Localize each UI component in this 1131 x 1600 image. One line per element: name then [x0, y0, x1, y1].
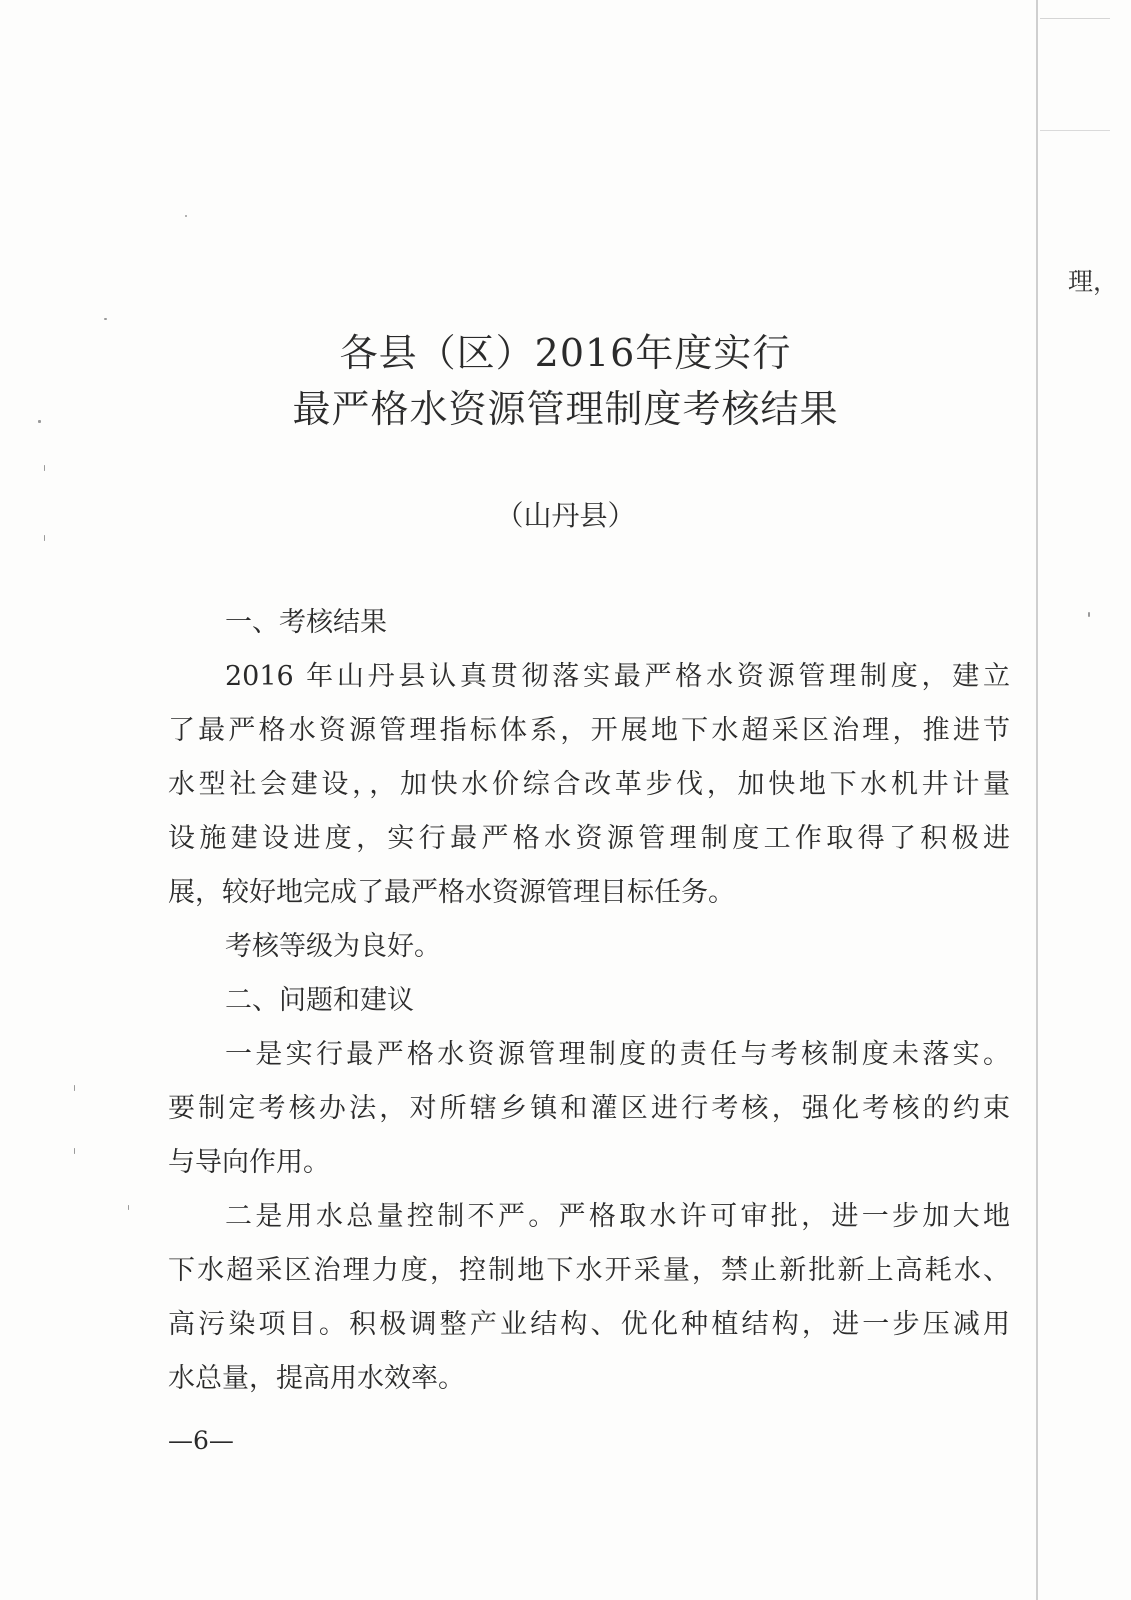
scan-speck	[44, 465, 45, 471]
scan-speck	[74, 1148, 75, 1154]
scan-speck	[185, 215, 187, 217]
paragraph-line: 设施建设进度，实行最严格水资源管理制度工作取得了积极进	[168, 823, 1010, 854]
county-subtitle: （山丹县）	[495, 499, 636, 532]
document-title-line-2: 最严格水资源管理制度考核结果	[292, 387, 839, 431]
paragraph-line: 高污染项目。积极调整产业结构、优化种植结构，进一步压减用	[168, 1309, 1010, 1340]
page-edge-mark-middle	[1040, 130, 1110, 131]
paragraph-line: 展，较好地完成了最严格水资源管理目标任务。	[168, 877, 735, 908]
paragraph-line: 下水超采区治理力度，控制地下水开采量，禁止新批新上高耗水、	[168, 1255, 1010, 1286]
page-edge-line	[1036, 0, 1038, 1600]
page-edge-mark-top	[1040, 18, 1110, 19]
document-title-line-1: 各县（区）2016年度实行	[339, 331, 792, 375]
paragraph-line: 了最严格水资源管理指标体系，开展地下水超采区治理，推进节	[168, 715, 1010, 746]
paragraph-line: 水总量，提高用水效率。	[168, 1363, 465, 1394]
scan-speck	[1088, 612, 1090, 617]
grade-statement: 考核等级为良好。	[225, 931, 441, 962]
scan-speck	[128, 1205, 129, 1210]
paragraph-line: 与导向作用。	[168, 1147, 330, 1178]
scan-speck	[104, 318, 107, 320]
scan-speck	[44, 535, 45, 541]
paragraph-line: 一是实行最严格水资源管理制度的责任与考核制度未落实。	[225, 1039, 1010, 1070]
paragraph-line: 2016 年山丹县认真贯彻落实最严格水资源管理制度，建立	[225, 661, 1010, 692]
paragraph-line: 要制定考核办法，对所辖乡镇和灌区进行考核，强化考核的约束	[168, 1093, 1010, 1124]
section-heading-results: 一、考核结果	[225, 607, 387, 638]
paragraph-line: 水型社会建设，，加快水价综合改革步伐，加快地下水机井计量	[168, 769, 1010, 800]
page-number: —6—	[168, 1426, 234, 1455]
section-heading-issues: 二、问题和建议	[225, 985, 414, 1016]
paragraph-line: 二是用水总量控制不严。严格取水许可审批，进一步加大地	[225, 1201, 1010, 1232]
adjacent-page-text: 理，	[1068, 267, 1119, 296]
scan-speck	[74, 1085, 75, 1091]
